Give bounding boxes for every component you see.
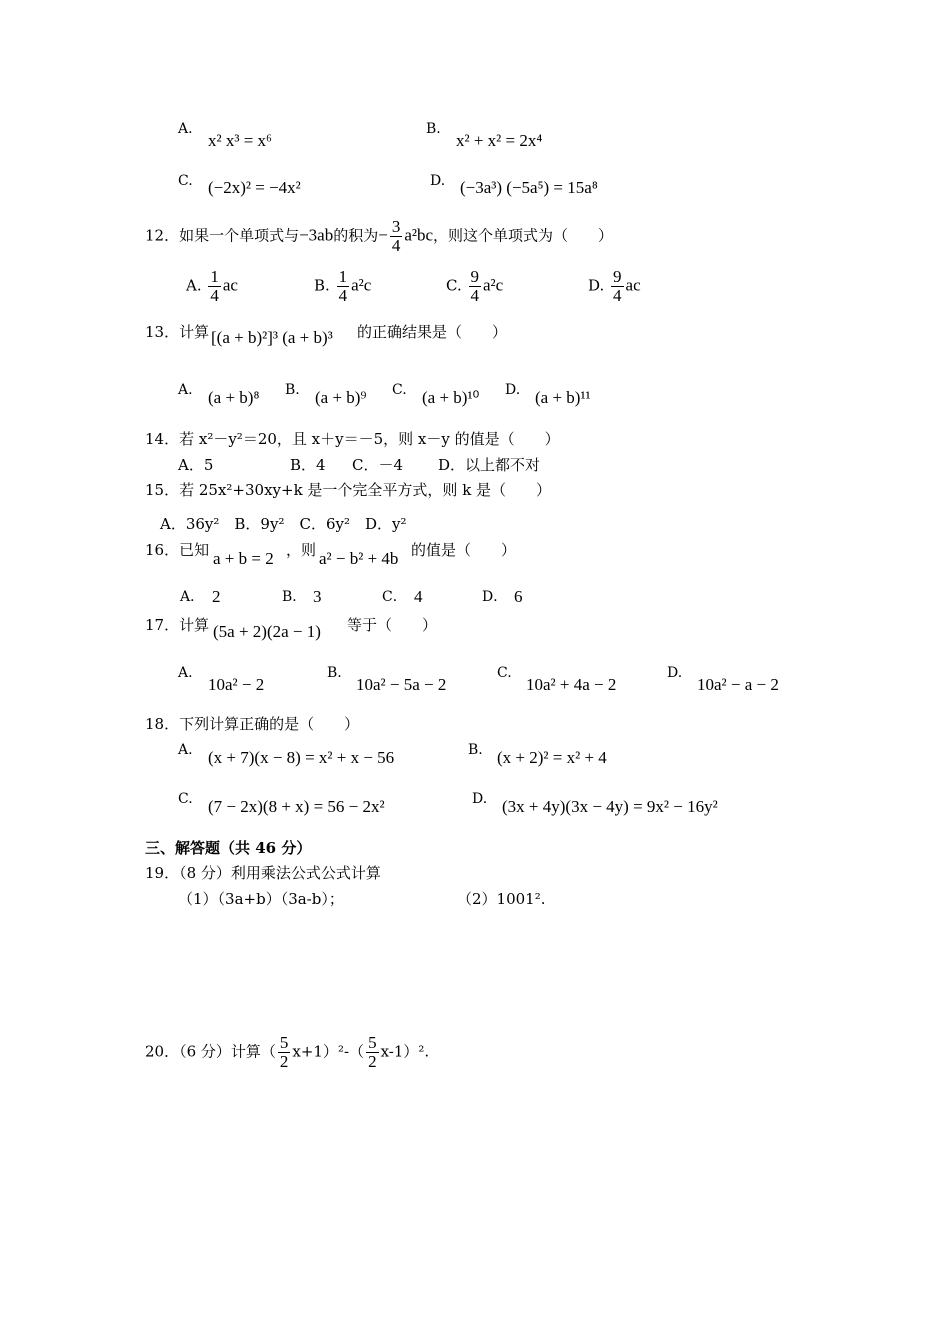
q13-option-d-expr: (a + b)¹¹	[535, 388, 591, 407]
q13-suffix: 的正确结果是（ ）	[357, 323, 508, 341]
q17-option-d-label: D.	[667, 665, 683, 681]
q20-fraction-1	[278, 1034, 291, 1071]
q16-option-d-value: 6	[514, 587, 523, 606]
q18-option-b-expr: (x + 2)² = x² + 4	[497, 748, 607, 767]
q12-option-d-denominator: 4	[613, 285, 622, 305]
q13-expr: [(a + b)²]³ (a + b)³	[211, 328, 333, 347]
q14-stem: 14．若 x²－y²＝20，且 x＋y＝－5，则 x－y 的值是（ ）	[145, 430, 560, 448]
q12-option-d-numerator: 9	[613, 267, 622, 286]
q20-stem	[145, 1034, 429, 1071]
q16-suffix: 的值是（ ）	[411, 541, 517, 559]
q16-option-b-value: 3	[313, 587, 322, 606]
q16-option-c-label: C．	[382, 589, 407, 605]
q12-option-a	[186, 268, 238, 305]
q14-option-c: C．－4	[352, 456, 404, 474]
q11-option-b-label: B.	[426, 121, 441, 137]
q11-option-b-expr: x² + x² = 2x⁴	[456, 131, 543, 150]
q18-option-c-label: C.	[178, 791, 193, 807]
q12-option-b-fraction	[337, 268, 350, 305]
q12-fraction-numerator: 3	[391, 217, 401, 236]
q14-option-a: A．5	[178, 456, 214, 474]
q16-prefix: 16．已知	[145, 541, 210, 559]
q12-option-a-label: A.	[186, 276, 202, 295]
q12-option-a-denominator: 4	[210, 285, 219, 305]
q12-option-b-label: B.	[314, 276, 330, 295]
q16-mid: ，则	[286, 541, 317, 559]
q17-prefix: 17．计算	[145, 616, 210, 634]
q20-fraction-2	[366, 1034, 379, 1071]
q13-option-b-label: B.	[285, 382, 300, 398]
q18-option-b-label: B.	[468, 742, 483, 758]
q12-stem	[145, 218, 613, 255]
q18-option-d-label: D.	[472, 791, 488, 807]
q11-option-c-expr: (−2x)² = −4x²	[208, 178, 301, 197]
q12-option-b-numerator: 1	[338, 267, 348, 286]
q12-after-fraction: a²bc	[404, 225, 434, 245]
q11-option-c-label: C.	[178, 173, 193, 189]
q12-option-a-fraction	[208, 268, 221, 305]
q13-option-d-label: D.	[505, 382, 521, 398]
q12-option-d-label: D.	[588, 276, 605, 295]
q12-option-b-denominator: 4	[338, 285, 348, 305]
q18-option-a-expr: (x + 7)(x − 8) = x² + x − 56	[208, 748, 395, 767]
q20-fraction-1-numerator: 5	[279, 1033, 289, 1052]
q12-option-d-tail: ac	[625, 275, 641, 295]
q15-options: A．36y² B．9y² C．6y² D．y²	[160, 515, 407, 533]
q11-option-d-label: D.	[430, 173, 446, 189]
q19-part-2: （2）1001².	[457, 890, 546, 908]
q20-fraction-2-numerator: 5	[368, 1033, 377, 1052]
q14-option-b: B．4	[290, 456, 326, 474]
q20-mid: x+1）²-（	[292, 1042, 365, 1061]
q16-option-b-label: B．	[282, 589, 307, 605]
q17-option-a-expr: 10a² − 2	[208, 675, 265, 694]
q12-option-c	[446, 268, 503, 305]
q17-option-b-label: B.	[327, 665, 342, 681]
q12-option-c-numerator: 9	[470, 267, 479, 286]
q19-part-1: （1）（3a+b）（3a-b）；	[178, 890, 344, 908]
q16-option-a-value: 2	[212, 587, 221, 606]
q13-option-c-label: C.	[392, 382, 407, 398]
q17-option-b-expr: 10a² − 5a − 2	[356, 675, 447, 694]
q12-option-b	[314, 268, 371, 305]
q13-option-a-label: A.	[178, 382, 193, 398]
q17-suffix: 等于（ ）	[347, 616, 438, 634]
q18-option-d-expr: (3x + 4y)(3x − 4y) = 9x² − 16y²	[502, 797, 718, 816]
q15-stem: 15．若 25x²+30xy+k 是一个完全平方式，则 k 是（ ）	[145, 481, 552, 499]
q16-expr: a² − b² + 4b	[319, 549, 399, 568]
q20-prefix: 20．（6 分）计算（	[145, 1042, 276, 1061]
q12-fraction	[390, 218, 403, 255]
q12-fraction-denominator: 4	[391, 235, 401, 255]
q12-minus: −	[378, 225, 388, 245]
q12-mid: 的积为	[333, 226, 379, 245]
q18-stem: 18．下列计算正确的是（ ）	[145, 715, 360, 733]
q12-prefix: 12．如果一个单项式与	[145, 226, 300, 245]
q12-option-a-tail: ac	[222, 275, 238, 295]
q16-condition: a + b = 2	[213, 549, 274, 568]
q12-factor: −3ab	[299, 225, 334, 245]
q17-option-d-expr: 10a² − a − 2	[697, 675, 779, 694]
q12-option-d-fraction	[611, 268, 624, 305]
q13-option-c-expr: (a + b)¹⁰	[422, 388, 480, 407]
q12-option-c-fraction	[469, 268, 482, 305]
q13-option-b-expr: (a + b)⁹	[315, 388, 367, 407]
q17-expr: (5a + 2)(2a − 1)	[213, 622, 321, 641]
q12-option-b-tail: a²c	[351, 275, 372, 295]
q13-option-a-expr: (a + b)⁸	[208, 388, 260, 407]
q12-option-d	[588, 268, 641, 305]
q17-option-c-expr: 10a² + 4a − 2	[526, 675, 617, 694]
section-3-title: 三、解答题（共 46 分）	[145, 839, 312, 857]
q12-option-a-numerator: 1	[210, 267, 219, 286]
q17-option-c-label: C.	[497, 665, 512, 681]
q12-suffix: ，则这个单项式为（ ）	[433, 226, 614, 245]
q12-option-c-denominator: 4	[470, 285, 479, 305]
q11-option-d-expr: (−3a³) (−5a⁵) = 15a⁸	[460, 178, 598, 197]
q19-stem: 19．（8 分）利用乘法公式公式计算	[145, 864, 381, 882]
q17-option-a-label: A.	[178, 665, 193, 681]
q20-tail: x-1）².	[380, 1042, 430, 1061]
q11-option-a-expr: x² x³ = x⁶	[208, 131, 272, 150]
q16-option-a-label: A．	[180, 589, 205, 605]
q18-option-a-label: A.	[178, 742, 193, 758]
q14-option-d: D．以上都不对	[438, 456, 541, 474]
q18-option-c-expr: (7 − 2x)(8 + x) = 56 − 2x²	[208, 797, 385, 816]
q20-fraction-2-denominator: 2	[368, 1051, 377, 1071]
q11-option-a-label: A.	[178, 121, 193, 137]
q12-option-c-tail: a²c	[483, 275, 504, 295]
q16-option-c-value: 4	[414, 587, 423, 606]
q20-fraction-1-denominator: 2	[279, 1051, 289, 1071]
q12-option-c-label: C.	[446, 276, 462, 295]
q16-option-d-label: D．	[482, 589, 508, 605]
q13-prefix: 13．计算	[145, 323, 210, 341]
